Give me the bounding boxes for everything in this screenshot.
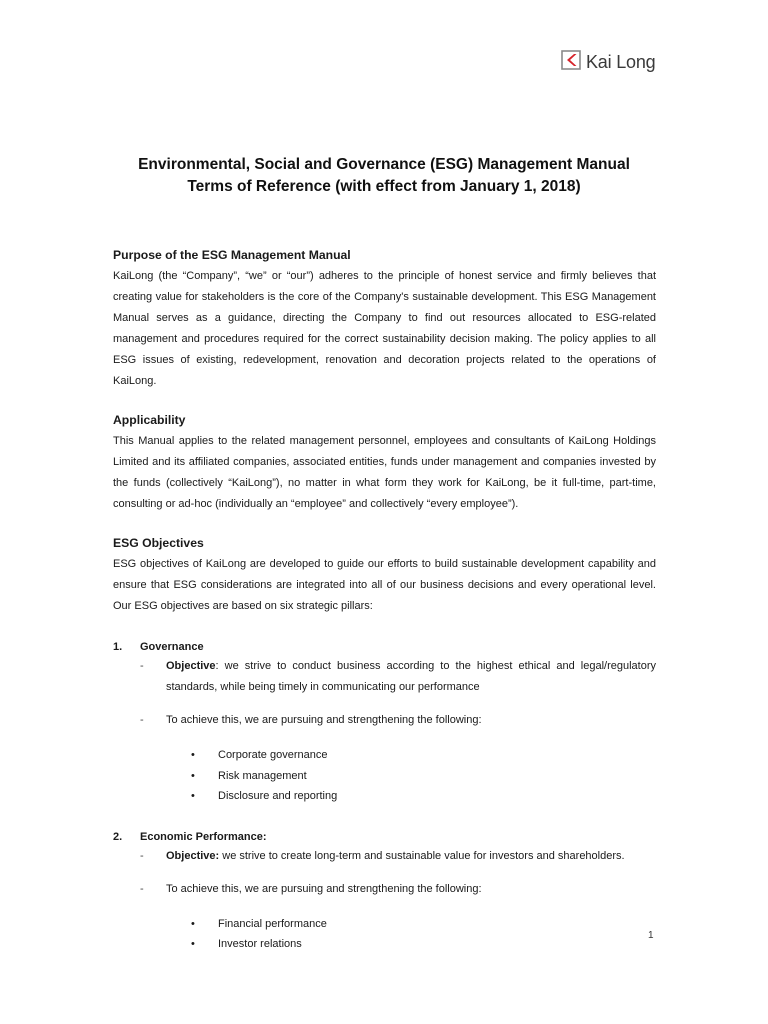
pillar-governance (113, 638, 656, 807)
list-item-text: Corporate governance (218, 749, 328, 761)
document-body (113, 246, 656, 955)
title-line-2: Terms of Reference (with effect from January 1, 2018) (187, 178, 581, 195)
pillar-economic-performance (113, 828, 656, 955)
achieve-item (140, 879, 656, 900)
objective-item (140, 846, 656, 867)
bullet-marker: • (191, 790, 195, 802)
bullet-marker: • (191, 769, 195, 782)
objective-text (166, 846, 656, 867)
pillar-title: Economic Performance: (140, 830, 267, 843)
list-item (191, 745, 656, 766)
list-item-text: Risk management (218, 769, 307, 782)
bullet-marker: • (191, 938, 195, 950)
pillar-heading (113, 638, 656, 656)
achieve-item (140, 710, 656, 731)
list-item (191, 786, 656, 807)
list-item (191, 914, 656, 935)
kailong-logo-icon (561, 50, 581, 70)
dash-marker: - (140, 849, 144, 862)
title-line-1: Environmental, Social and Governance (ESG) Management Manual (138, 156, 630, 173)
applicability-heading: Applicability (113, 413, 186, 427)
dash-marker: - (140, 660, 144, 672)
list-item-text: Investor relations (218, 938, 302, 950)
applicability-paragraph: This Manual applies to the related management personnel, employees and consultants of KaiLong Holdings Limited and its affiliated companies, associated entities, funds under management and companies invested by the funds (collectively “KaiLong”), no matter in what form they work for KaiLong, be it full-time, part-time, consulting or ad-hoc (individually an “employee” and collectively “every employee”). (113, 435, 656, 510)
pillar-number: 2. (113, 830, 123, 843)
esg-objectives-section (113, 534, 656, 617)
achieve-text: To achieve this, we are pursuing and strengthening the following: (166, 882, 482, 895)
list-item (191, 766, 656, 787)
list-item (191, 934, 656, 955)
bullet-marker: • (191, 749, 195, 761)
dash-marker: - (140, 882, 144, 895)
applicability-section (113, 411, 656, 515)
purpose-paragraph: KaiLong (the “Company”, “we” or “our”) adheres to the principle of honest service and firmly believes that creating value for stakeholders is the core of the Company's sustainable development. This ESG Management Manual serves as a guidance, directing the Company to find out resources allocated to ESG-related management and procedures required for the correct sustainability decision making. The policy applies to all ESG issues of existing, redevelopment, renovation and decoration projects related to the operations of KaiLong. (113, 270, 656, 387)
achieve-text: To achieve this, we are pursuing and strengthening the following: (166, 714, 482, 726)
purpose-heading: Purpose of the ESG Management Manual (113, 248, 351, 262)
bullet-list (191, 914, 656, 955)
objective-description: : we strive to conduct business according to the highest ethical and legal/regulatory standards, while being timely in communicating our performance (166, 660, 656, 693)
pillar-title: Governance (140, 641, 204, 653)
page-number: 1 (648, 930, 654, 941)
pillar-number: 1. (113, 641, 123, 653)
objective-item (140, 656, 656, 698)
purpose-section (113, 246, 656, 392)
objective-label: Objective (166, 660, 216, 672)
bullet-list (191, 745, 656, 807)
document-title (0, 154, 768, 198)
bullet-marker: • (191, 917, 195, 930)
pillar-heading (113, 828, 656, 846)
dash-marker: - (140, 714, 144, 726)
esg-objectives-paragraph: ESG objectives of KaiLong are developed to guide our efforts to build sustainable development capability and ensure that ESG considerations are integrated into all of our business decisions and every operational level. Our ESG objectives are based on six strategic pillars: (113, 558, 656, 612)
list-item-text: Financial performance (218, 917, 327, 930)
logo-text: Kai Long (586, 51, 656, 72)
objective-text (166, 656, 656, 698)
list-item-text: Disclosure and reporting (218, 790, 338, 802)
esg-objectives-heading: ESG Objectives (113, 536, 204, 550)
objective-description: we strive to create long-term and sustainable value for investors and shareholders. (219, 849, 625, 862)
objective-label: Objective: (166, 849, 220, 862)
company-logo (561, 46, 655, 74)
